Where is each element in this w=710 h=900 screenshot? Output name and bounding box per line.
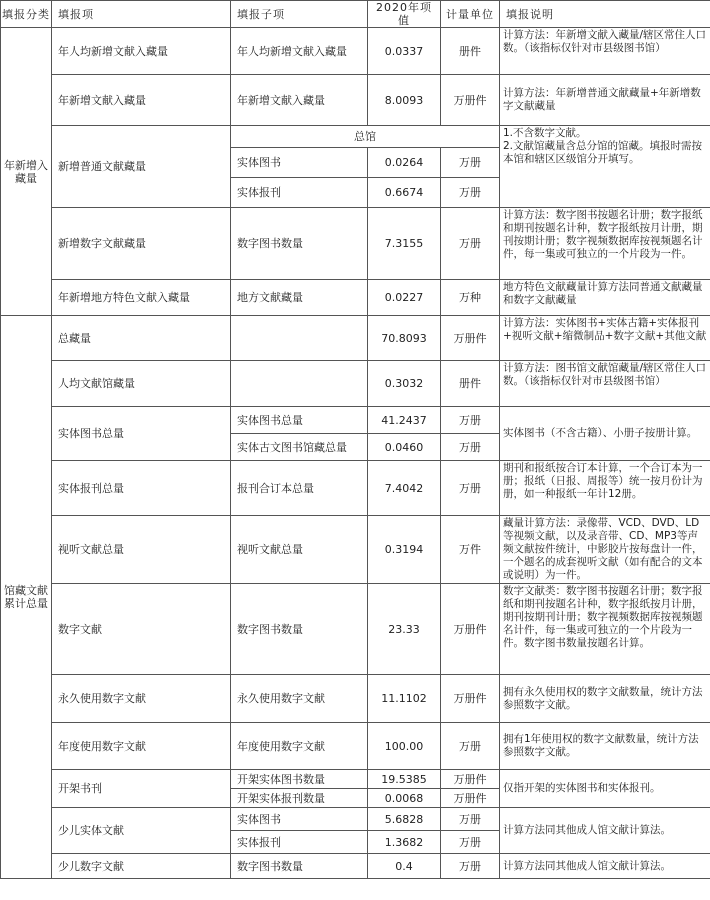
- item-cell: 实体图书总量: [52, 407, 231, 461]
- header-subitem: 填报子项: [231, 1, 368, 28]
- subitem-cell: 开架实体报刊数量: [231, 789, 368, 808]
- item-cell: 新增普通文献藏量: [52, 126, 231, 208]
- value-cell: 0.3194: [368, 516, 441, 584]
- unit-cell: 万册: [441, 208, 500, 280]
- subitem-cell: 永久使用数字文献: [231, 675, 368, 723]
- item-cell: 年度使用数字文献: [52, 723, 231, 770]
- value-cell: 19.5385: [368, 770, 441, 789]
- item-cell: 永久使用数字文献: [52, 675, 231, 723]
- item-cell: 视听文献总量: [52, 516, 231, 584]
- value-cell: 0.0068: [368, 789, 441, 808]
- note-cell: 数字文献类：数字图书按题名计册；数字报纸和期刊按题名计种，数字报纸按月计册，期刊按期刊计册；数字视频数据库按视频题名计件，每一集或可独立的一个片段为一件。数字图书数量按题名计算。: [500, 584, 710, 675]
- value-cell: 0.0460: [368, 434, 441, 461]
- value-cell: 7.4042: [368, 461, 441, 516]
- subitem-cell: 年新增文献入藏量: [231, 75, 368, 126]
- unit-cell: 万册: [441, 407, 500, 434]
- note-cell: 计算方法：实体图书+实体古籍+实体报刊+视听文献+缩微制品+数字文献+其他文献: [500, 316, 710, 361]
- value-cell: 5.6828: [368, 808, 441, 831]
- value-cell: 23.33: [368, 584, 441, 675]
- subitem-cell: 实体报刊: [231, 831, 368, 854]
- subitem-cell: [231, 316, 368, 361]
- value-cell: 8.0093: [368, 75, 441, 126]
- item-cell: 少儿实体文献: [52, 808, 231, 854]
- item-cell: 年人均新增文献入藏量: [52, 28, 231, 75]
- table-row: [1, 808, 710, 831]
- table-row: [1, 461, 710, 516]
- unit-cell: 万册件: [441, 75, 500, 126]
- table-row: [1, 770, 710, 789]
- item-cell: 新增数字文献藏量: [52, 208, 231, 280]
- item-cell: 数字文献: [52, 584, 231, 675]
- subitem-cell: 地方文献藏量: [231, 280, 368, 316]
- subitem-cell: 实体图书: [231, 148, 368, 178]
- note-cell: 地方特色文献藏量计算方法同普通文献藏量和数字文献藏量: [500, 280, 710, 316]
- header-item: 填报项: [52, 1, 231, 28]
- note-cell: 计算方法：图书馆文献馆藏量/辖区常住人口数。（该指标仅针对市县级图书馆）: [500, 361, 710, 407]
- item-cell: 年新增文献入藏量: [52, 75, 231, 126]
- section-label: 总馆: [231, 126, 500, 148]
- header-unit: 计量单位: [441, 1, 500, 28]
- value-cell: 7.3155: [368, 208, 441, 280]
- subitem-cell: 报刊合订本总量: [231, 461, 368, 516]
- category-cell: 馆藏文献累计总量: [1, 316, 52, 879]
- value-cell: 0.0227: [368, 280, 441, 316]
- table-row: [1, 316, 710, 361]
- unit-cell: 万册件: [441, 789, 500, 808]
- unit-cell: 万册: [441, 854, 500, 879]
- note-cell: 计算方法：年新增普通文献藏量+年新增数字文献藏量: [500, 75, 710, 126]
- table-row: [1, 407, 710, 434]
- value-cell: 100.00: [368, 723, 441, 770]
- category-cell: 年新增入藏量: [1, 28, 52, 316]
- unit-cell: 万册件: [441, 675, 500, 723]
- header-note: 填报说明: [500, 1, 710, 28]
- note-cell: 计算方法同其他成人馆文献计算法。: [500, 808, 710, 854]
- table-row: [1, 75, 710, 126]
- note-cell: 仅指开架的实体图书和实体报刊。: [500, 770, 710, 808]
- header-value: 2020年项值: [368, 1, 441, 28]
- table-row: [1, 280, 710, 316]
- unit-cell: 万册件: [441, 316, 500, 361]
- value-cell: 70.8093: [368, 316, 441, 361]
- table-row: [1, 28, 710, 75]
- unit-cell: 万册件: [441, 770, 500, 789]
- unit-cell: 册件: [441, 361, 500, 407]
- table-row: [1, 723, 710, 770]
- value-cell: 1.3682: [368, 831, 441, 854]
- subitem-cell: 年度使用数字文献: [231, 723, 368, 770]
- header-category: 填报分类: [1, 1, 52, 28]
- subitem-cell: 实体古文图书馆藏总量: [231, 434, 368, 461]
- value-cell: 0.6674: [368, 178, 441, 208]
- note-cell: 计算方法同其他成人馆文献计算法。: [500, 854, 710, 879]
- subitem-cell: 数字图书数量: [231, 584, 368, 675]
- unit-cell: 万种: [441, 280, 500, 316]
- unit-cell: 万册件: [441, 584, 500, 675]
- item-cell: 开架书刊: [52, 770, 231, 808]
- note-cell: 计算方法：年新增文献入藏量/辖区常住人口数。（该指标仅针对市县级图书馆）: [500, 28, 710, 75]
- unit-cell: 万册: [441, 461, 500, 516]
- note-cell: 拥有1年使用权的数字文献数量，统计方法参照数字文献。: [500, 723, 710, 770]
- unit-cell: 册件: [441, 28, 500, 75]
- subitem-cell: 年人均新增文献入藏量: [231, 28, 368, 75]
- subitem-cell: 数字图书数量: [231, 208, 368, 280]
- item-cell: 人均文献馆藏量: [52, 361, 231, 407]
- subitem-cell: 视听文献总量: [231, 516, 368, 584]
- table-row: [1, 208, 710, 280]
- note-cell: 期刊和报纸按合订本计算，一个合订本为一册；报纸（日报、周报等）统一按月份计为册，如一种报纸一年计12册。: [500, 461, 710, 516]
- value-cell: 0.0264: [368, 148, 441, 178]
- section-row: [1, 126, 710, 148]
- table-row: [1, 516, 710, 584]
- value-cell: 0.3032: [368, 361, 441, 407]
- item-cell: 少儿数字文献: [52, 854, 231, 879]
- unit-cell: 万件: [441, 516, 500, 584]
- subitem-cell: 实体图书总量: [231, 407, 368, 434]
- note-cell: 拥有永久使用权的数字文献数量，统计方法参照数字文献。: [500, 675, 710, 723]
- table-row: [1, 584, 710, 675]
- value-cell: 0.0337: [368, 28, 441, 75]
- subitem-cell: [231, 361, 368, 407]
- item-cell: 总藏量: [52, 316, 231, 361]
- unit-cell: 万册: [441, 434, 500, 461]
- value-cell: 11.1102: [368, 675, 441, 723]
- note-cell: 计算方法：数字图书按题名计册；数字报纸和期刊按题名计种，数字报纸按月计册，期刊按期计册；数字视频数据库按视频题名计件，每一集或可独立的一个片段为一件。: [500, 208, 710, 280]
- item-cell: 年新增地方特色文献入藏量: [52, 280, 231, 316]
- note-cell: 实体图书（不含古籍）、小册子按册计算。: [500, 407, 710, 461]
- unit-cell: 万册: [441, 148, 500, 178]
- note-cell: 1.不含数字文献。 2.文献馆藏量含总分馆的馆藏。填报时需按本馆和辖区区级馆分开填写。: [500, 126, 710, 208]
- unit-cell: 万册: [441, 808, 500, 831]
- value-cell: 0.4: [368, 854, 441, 879]
- note-cell: 藏量计算方法：录像带、VCD、DVD、LD等视频文献，以及录音带、CD、MP3等声频文献按件统计，中影胶片按每盘计一件，一个题名的成套视听文献（如有配合的文本或说明）为一件。: [500, 516, 710, 584]
- unit-cell: 万册: [441, 723, 500, 770]
- subitem-cell: 开架实体图书数量: [231, 770, 368, 789]
- subitem-cell: 实体报刊: [231, 178, 368, 208]
- table-row: [1, 854, 710, 879]
- subitem-cell: 实体图书: [231, 808, 368, 831]
- item-cell: 实体报刊总量: [52, 461, 231, 516]
- header-row: [1, 1, 710, 28]
- value-cell: 41.2437: [368, 407, 441, 434]
- unit-cell: 万册: [441, 178, 500, 208]
- unit-cell: 万册: [441, 831, 500, 854]
- subitem-cell: 数字图书数量: [231, 854, 368, 879]
- table-row: [1, 361, 710, 407]
- table-row: [1, 675, 710, 723]
